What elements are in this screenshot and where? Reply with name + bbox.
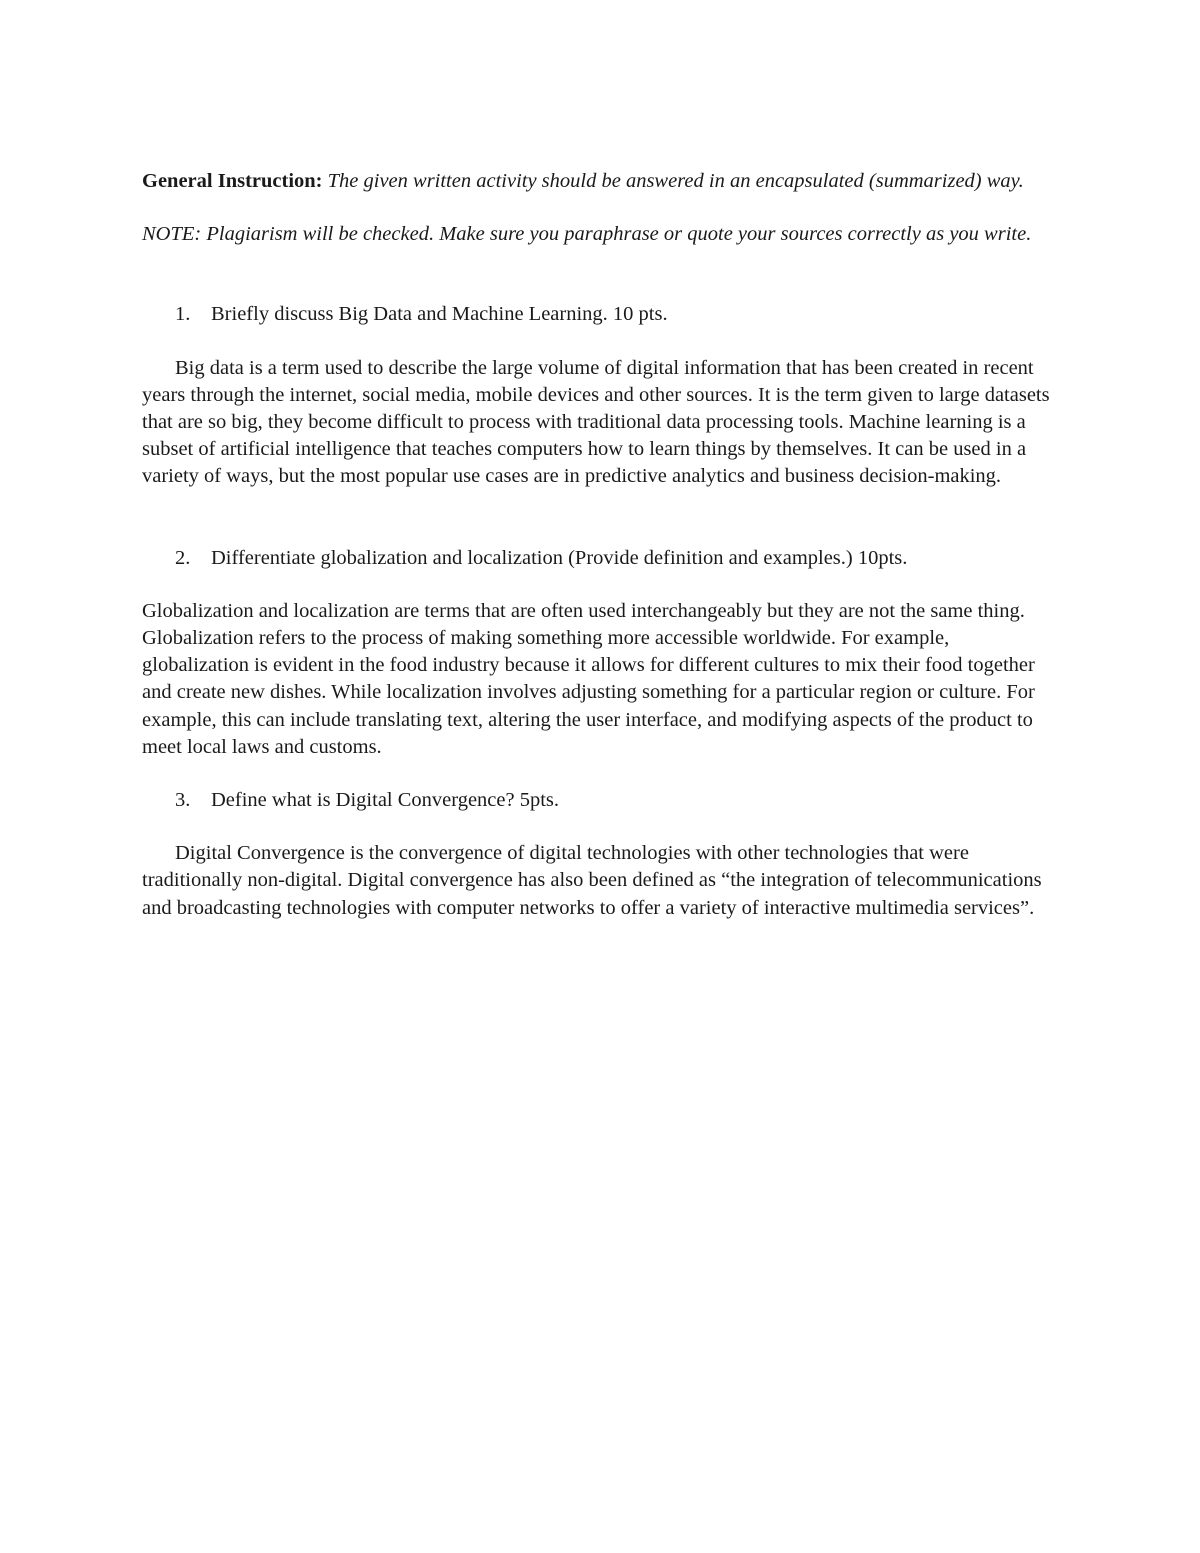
instruction-label: General Instruction: (142, 170, 323, 192)
instruction-text: The given written activity should be answered in an encapsulated (summarized) way. (327, 170, 1024, 192)
document-body (142, 168, 1057, 922)
question-number: 1. (175, 303, 191, 326)
question-prompt: Briefly discuss Big Data and Machine Learning. 10 pts. (211, 303, 668, 326)
question-1 (175, 301, 1057, 328)
answer-2: Globalization and localization are terms that are often used interchangeably but they are not the same thing. Globalization refers to the process of making something more accessible worldwide. For example, globalization is evident in the food industry because it allows for different cultures to mix their food together and create new dishes. While localization involves adjusting something for a particular region or culture. For example, this can include translating text, altering the user interface, and modifying aspects of the product to meet local laws and customs. (142, 599, 1035, 758)
answer-3: Digital Convergence is the convergence of digital technologies with other technologies that were traditionally non-digital. Digital convergence has also been defined as “the integration of telecommunications and broadcasting technologies with computer networks to offer a variety of interactive multimedia services”. (142, 842, 1042, 919)
plagiarism-note: NOTE: Plagiarism will be checked. Make sure you paraphrase or quote your sources correctly as you write. (142, 223, 1032, 246)
question-prompt: Differentiate globalization and localization (Provide definition and examples.) 10pts. (211, 546, 908, 569)
question-2 (175, 545, 1057, 572)
question-number: 2. (175, 546, 191, 569)
general-instruction (142, 168, 1057, 195)
question-prompt: Define what is Digital Convergence? 5pts. (211, 789, 560, 812)
question-3 (175, 787, 1057, 814)
answer-1: Big data is a term used to describe the large volume of digital information that has been created in recent years through the internet, social media, mobile devices and other sources. It is the term given to large datasets that are so big, they become difficult to process with traditional data processing tools. Machine learning is a subset of artificial intelligence that teaches computers how to learn things by themselves. It can be used in a variety of ways, but the most popular use cases are in predictive analytics and business decision-making. (142, 356, 1050, 488)
question-number: 3. (175, 789, 191, 812)
